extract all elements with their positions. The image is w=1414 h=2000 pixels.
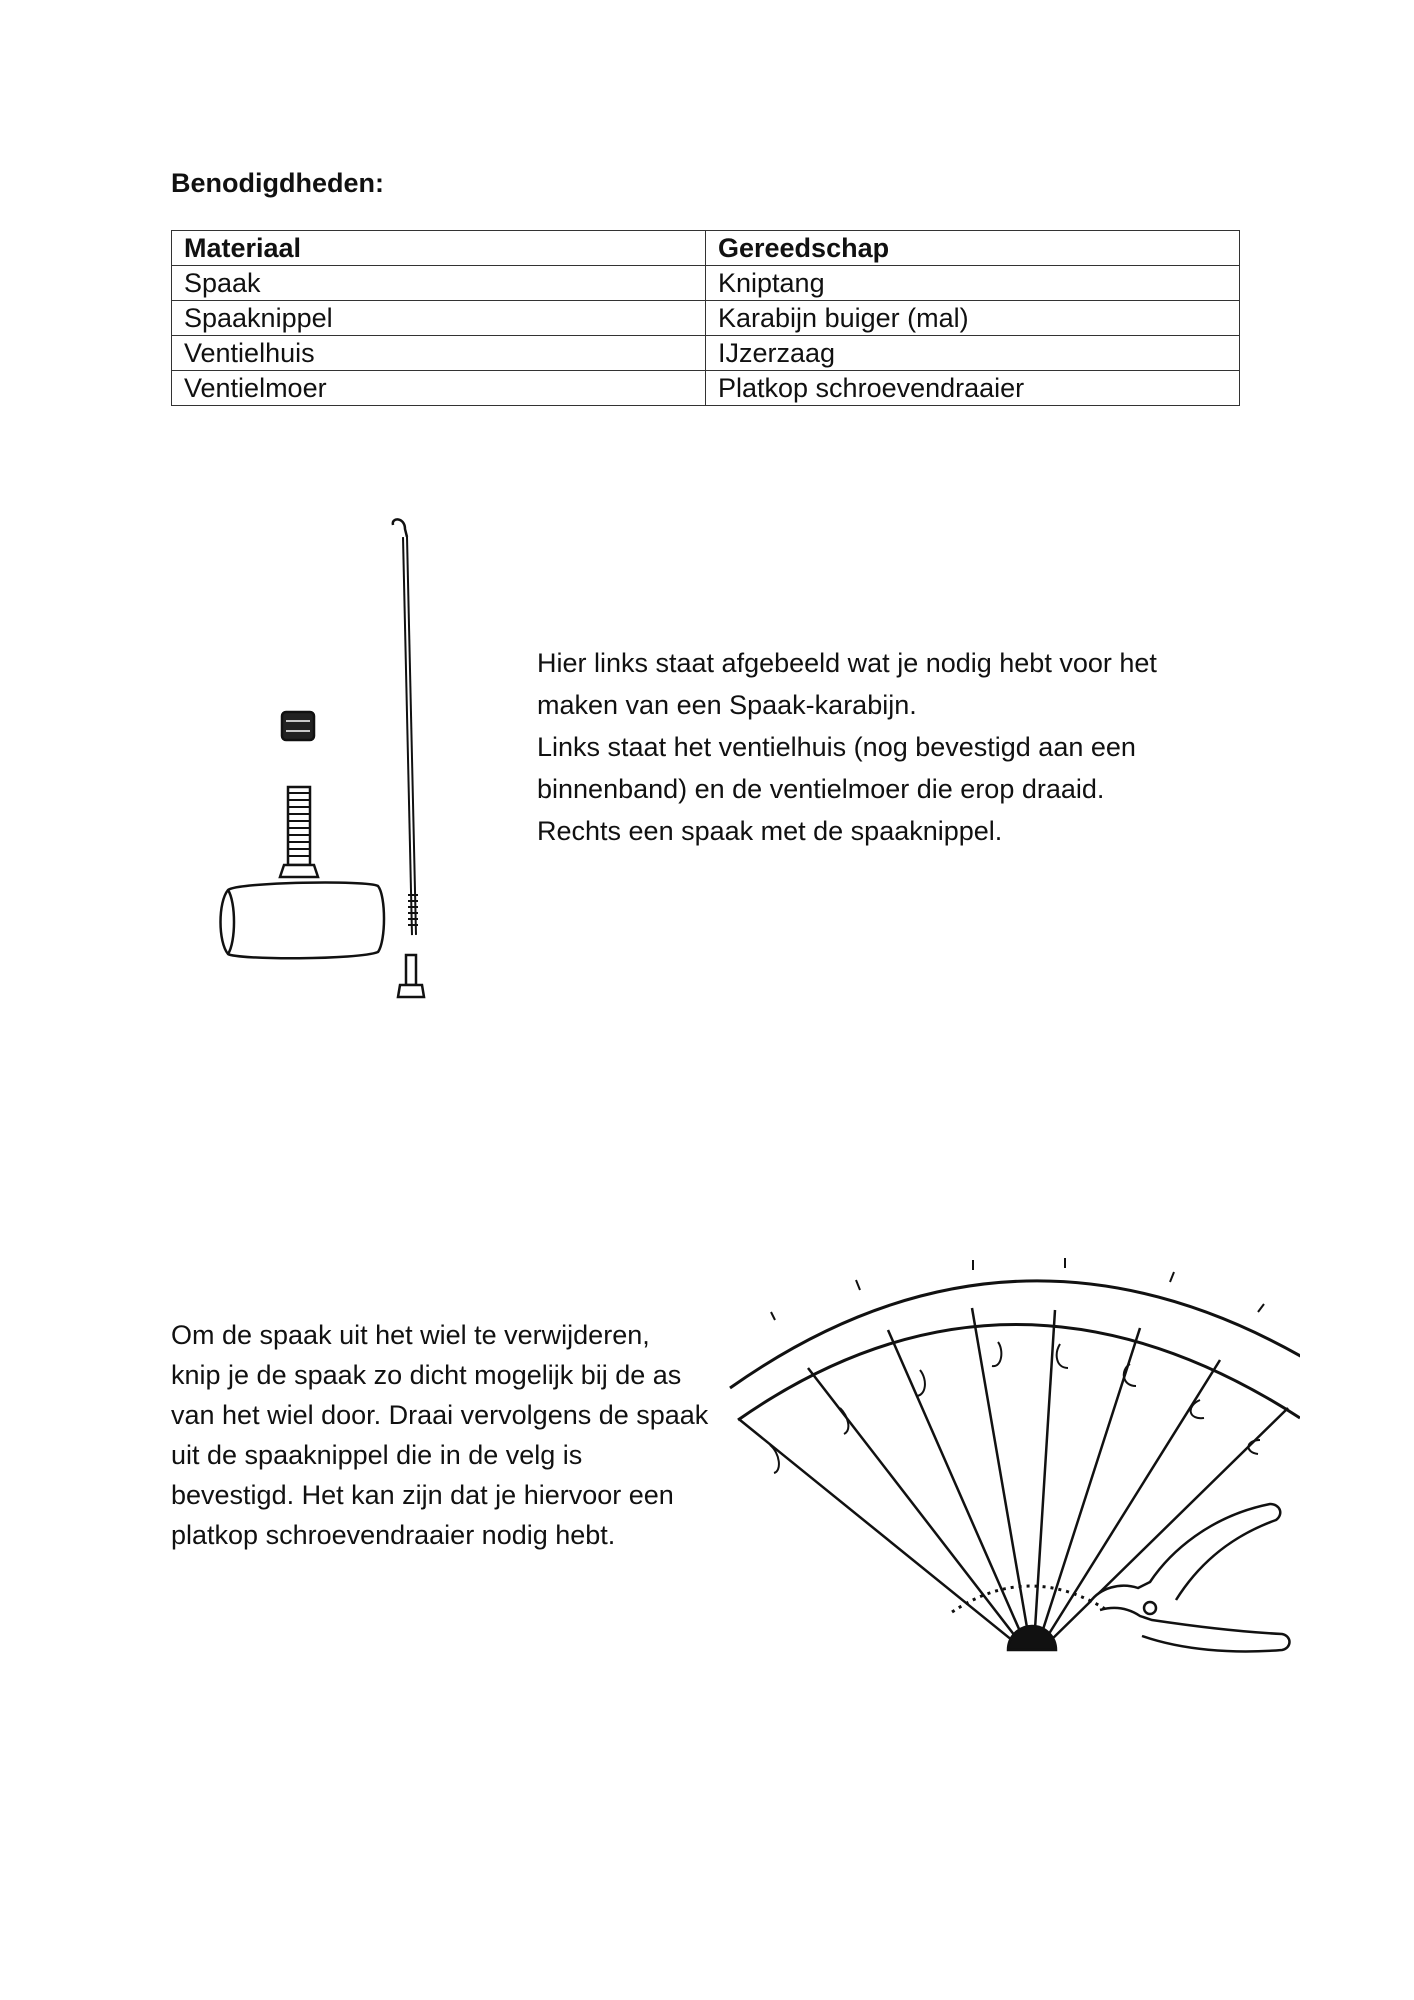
table-row — [172, 371, 1240, 406]
table-cell: Platkop schroevendraaier — [706, 371, 1240, 406]
requirements-table — [171, 230, 1240, 406]
table-header-row — [172, 231, 1240, 266]
table-cell: Kniptang — [706, 266, 1240, 301]
table-row — [172, 336, 1240, 371]
valve-housing-drawing — [221, 787, 385, 958]
parts-description: Hier links staat afgebeeld wat je nodig hebt voor het maken van een Spaak-karabijn. Links staat het ventielhuis (nog bevestigd aan een binnenband) en de ventielmoer die erop draaid. Rechts een spaak met de spaaknippel. — [537, 648, 1157, 846]
table-cell: Karabijn buiger (mal) — [706, 301, 1240, 336]
spoke-tips-drawing — [771, 1258, 1264, 1320]
valve-nut-drawing — [282, 712, 314, 740]
wheel-rim-drawing — [730, 1281, 1300, 1420]
wheel-spokes-drawing — [740, 1308, 1288, 1645]
table-cell: Spaaknippel — [172, 301, 706, 336]
page-heading: Benodigdheden: — [171, 168, 384, 198]
table-cell: Ventielhuis — [172, 336, 706, 371]
wheel-hub-drawing — [952, 1586, 1110, 1650]
spoke-drawing — [393, 519, 418, 935]
table-row — [172, 301, 1240, 336]
spoke-nipple-drawing — [398, 955, 424, 997]
table-row — [172, 266, 1240, 301]
column-header-materiaal: Materiaal — [172, 231, 706, 266]
column-header-gereedschap: Gereedschap — [706, 231, 1240, 266]
wheel-cutting-illustration — [720, 1240, 1300, 1660]
table-cell: Spaak — [172, 266, 706, 301]
table-cell: Ventielmoer — [172, 371, 706, 406]
table-cell: IJzerzaag — [706, 336, 1240, 371]
removal-instructions: Om de spaak uit het wiel te verwijderen, knip je de spaak zo dicht mogelijk bij de as van het wiel door. Draai vervolgens de spaak uit de spaaknippel die in de velg is bevestigd. Het kan zijn dat je hiervoor een platkop schroevendraaier nodig hebt. — [171, 1320, 709, 1550]
parts-illustration — [200, 515, 440, 1015]
cutter-pliers-drawing — [1090, 1504, 1290, 1651]
